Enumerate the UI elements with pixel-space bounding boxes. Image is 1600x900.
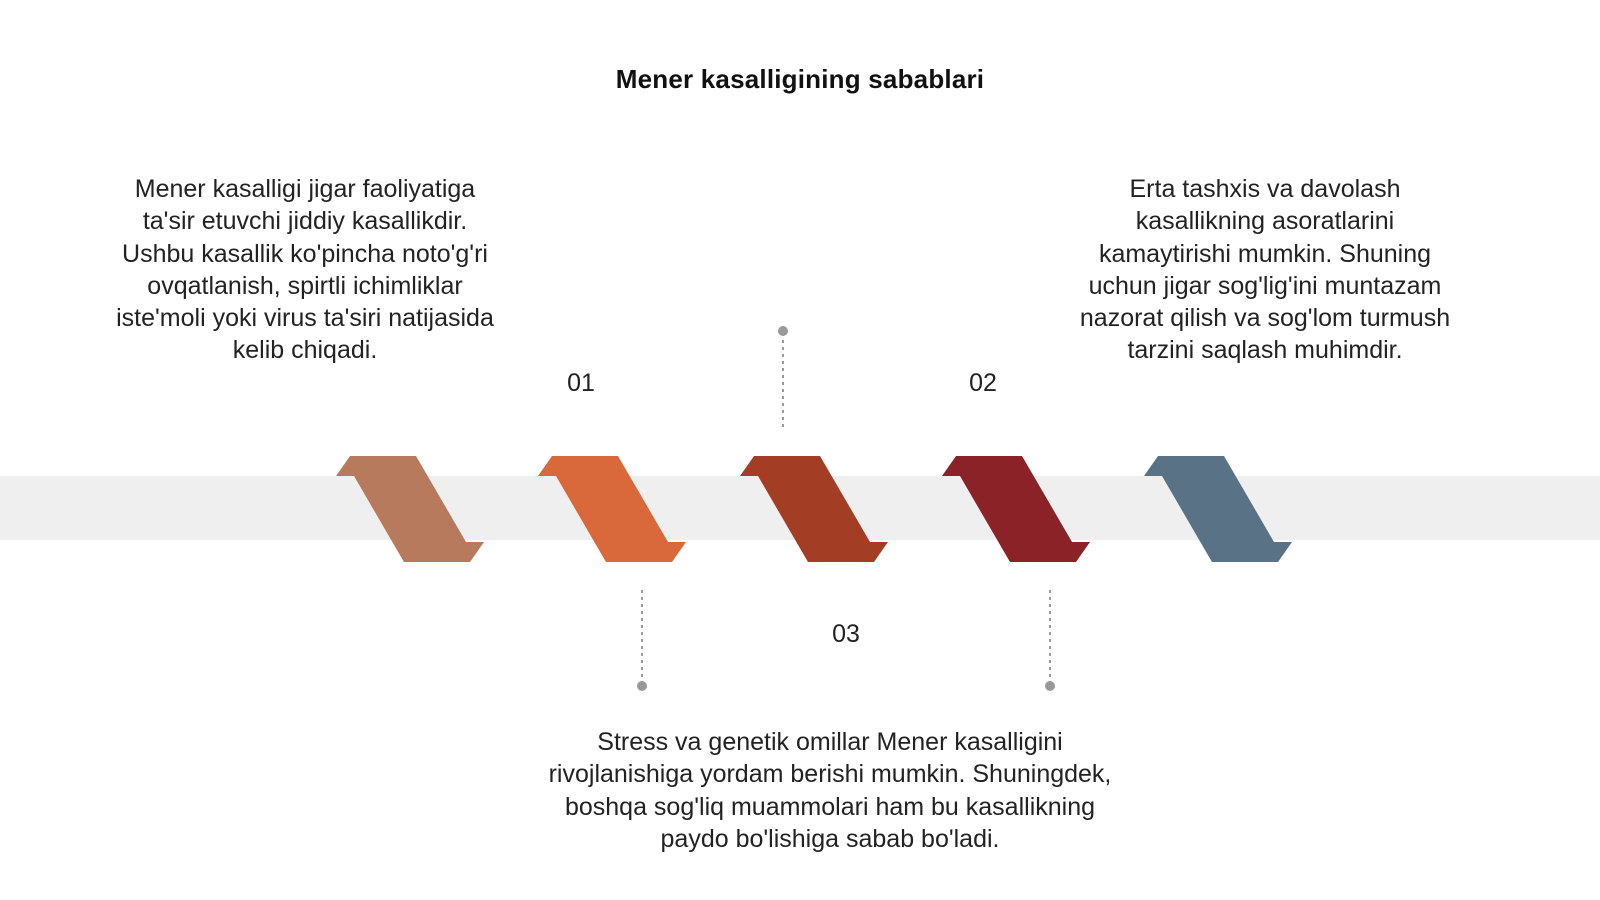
page-title: Mener kasalligining sabablari [615,64,985,94]
chevron-group [336,456,1292,562]
chevron-4 [942,456,1090,562]
connector-dot-top [778,326,788,336]
chevron-2 [538,456,686,562]
step-2-number: 02 [969,369,997,397]
connector-dot-bottom-right [1045,681,1055,691]
chevron-1 [336,456,484,562]
step-1-number: 01 [567,369,595,397]
step-2-description: Erta tashxis va davolash kasallikning asoratlarini kamaytirishi mumkin. Shuning uchun jigar sog'lig'ini muntazam nazorat qilish va sog'lom turmush tarzini saqlash muhimdir. [1079,175,1451,365]
connector-dot-bottom-left [637,681,647,691]
step-3-number: 03 [832,620,860,648]
step-1-description: Mener kasalligi jigar faoliyatiga ta'sir etuvchi jiddiy kasallikdir. Ushbu kasallik ko'pincha noto'g'ri ovqatlanish, spirtli ichimliklar iste'moli yoki virus ta'siri natijasida kelib chiqadi. [116,175,494,365]
chevron-3 [740,456,888,562]
chevron-5 [1144,456,1292,562]
step-3-description: Stress va genetik omillar Mener kasalligini rivojlanishiga yordam berishi mumkin. Shuningdek, boshqa sog'liq muammolari ham bu kasallikning paydo bo'lishiga sabab bo'ladi. [548,728,1112,853]
